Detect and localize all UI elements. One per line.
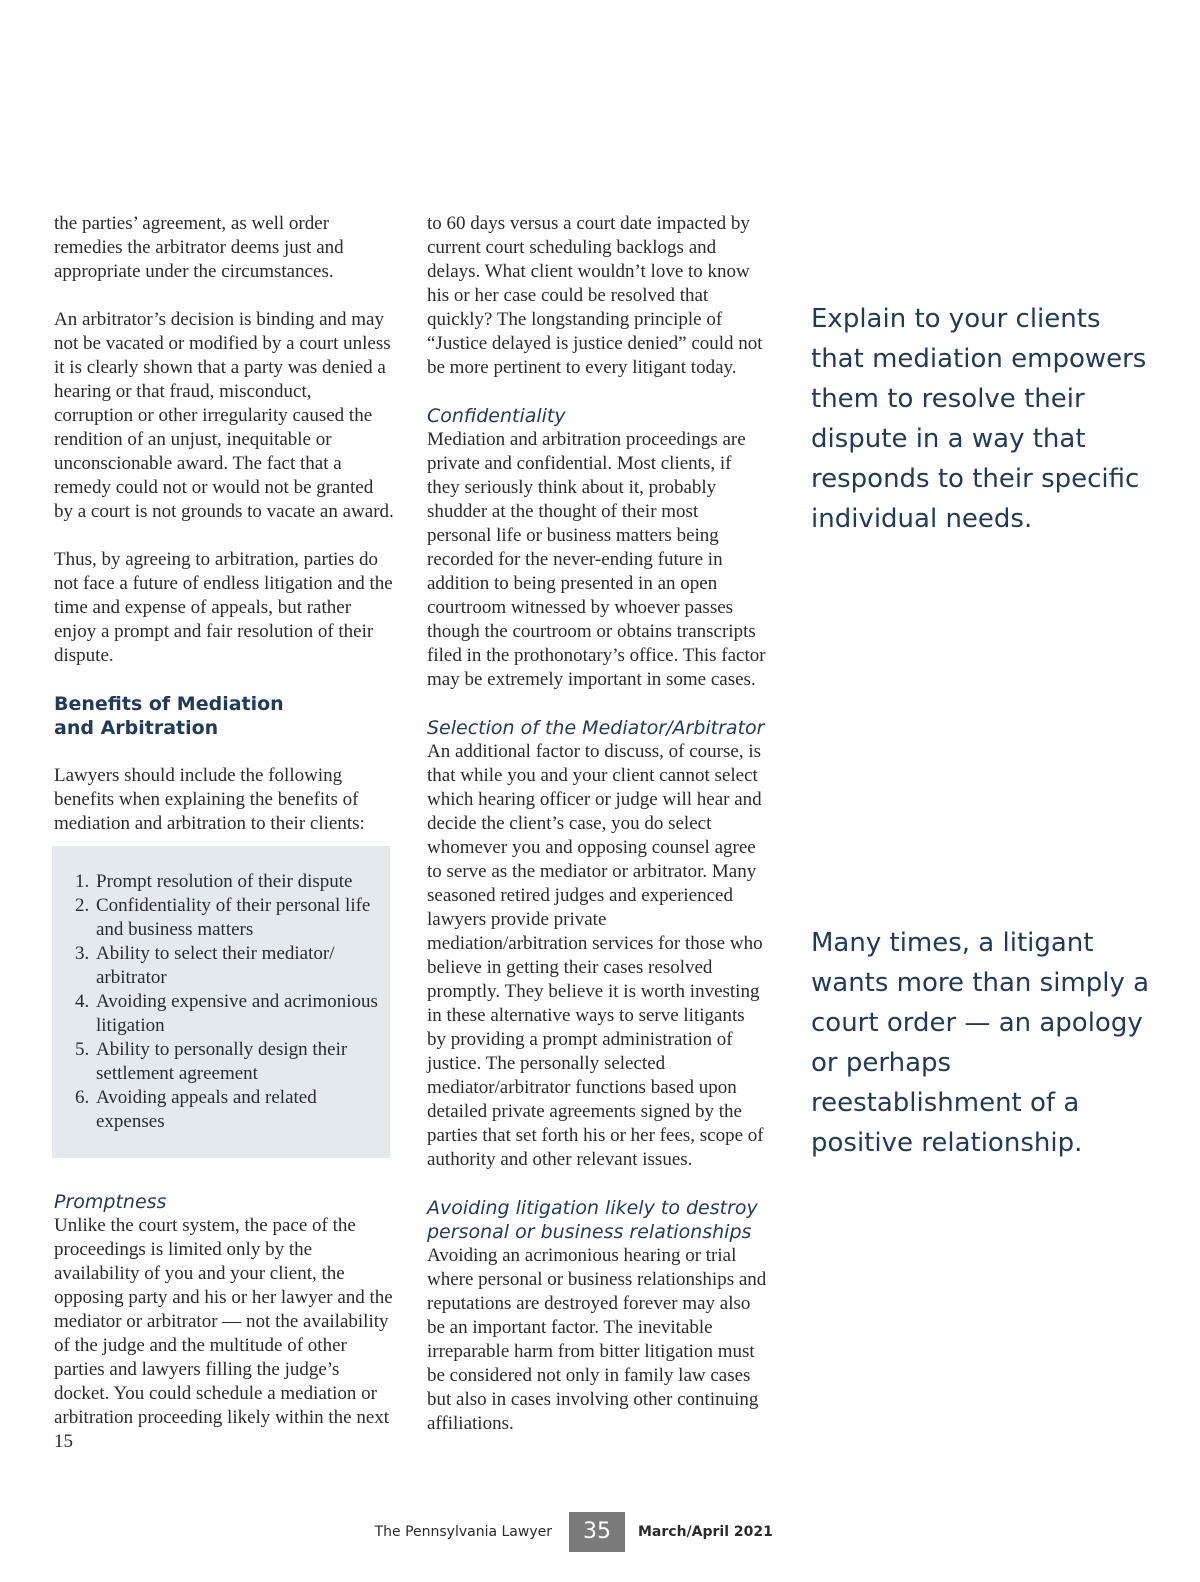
benefits-list bbox=[72, 870, 380, 1134]
subheading-avoiding-litigation bbox=[427, 1196, 767, 1244]
middle-column bbox=[427, 212, 767, 1436]
paragraph: An arbitrator’s decision is binding and may not be vacated or modified by a court unless it is clearly shown that a party was denied a hearing or that fraud, misconduct, corruption or other irregularity caused the rendition of an unjust, inequitable or unconscionable award. The fact that a remedy could not or would not be granted by a court is not grounds to vacate an award. bbox=[54, 309, 394, 522]
paragraph: Avoiding an acrimonious hearing or trial where personal or business relationships and reputations are destroyed forever may also be an important factor. The inevitable irreparable harm from bitter litigation must be considered not only in family law cases but also in cases involving other continuing affiliations. bbox=[427, 1245, 767, 1434]
subheading-confidentiality: Confidentiality bbox=[427, 405, 566, 427]
subheading-promptness: Promptness bbox=[54, 1191, 167, 1213]
subheading-line: personal or business relationships bbox=[427, 1221, 752, 1243]
list-item: 5. Ability to personally design their settlement agreement bbox=[94, 1038, 380, 1086]
paragraph: Lawyers should include the following benefits when explaining the benefits of mediation and arbitration to their clients: bbox=[54, 765, 365, 834]
subheading-line: Avoiding litigation likely to destroy bbox=[427, 1197, 758, 1219]
list-item: 2. Confidentiality of their personal life and business matters bbox=[94, 894, 380, 942]
publication-name: The Pennsylvania Lawyer bbox=[374, 1524, 552, 1540]
paragraph: Mediation and arbitration proceedings are private and confidential. Most clients, if they seriously think about it, probably shudder at the thought of their most personal life or business matters being recorded for the never-ending future in addition to being presented in an open courtroom witnessed by whoever passes though the courtroom or obtains transcripts filed in the prothonotary’s office. This factor may be extremely important in some cases. bbox=[427, 429, 766, 690]
paragraph: the parties’ agreement, as well order remedies the arbitrator deems just and appropriate under the circumstances. bbox=[54, 213, 344, 282]
pull-quote-1: Explain to your clients that mediation empowers them to resolve their dispute in a way that responds to their specific individual needs. bbox=[811, 304, 1147, 534]
heading-line: and Arbitration bbox=[54, 717, 219, 739]
heading-line: Benefits of Mediation bbox=[54, 693, 284, 715]
paragraph: An additional factor to discuss, of course, is that while you and your client cannot select which hearing officer or judge will hear and decide the client’s case, you do select whomever you and opposing counsel agree to serve as the mediator or arbitrator. Many seasoned retired judges and experienced lawyers provide private mediation/arbitration services for those who believe in getting their cases resolved promptly. They believe it is worth investing in these alternative ways to serve litigants by providing a prompt administration of justice. The personally selected mediator/arbitrator functions based upon detailed private agreements signed by the parties that set forth his or her fees, scope of authority and other relevant issues. bbox=[427, 741, 764, 1170]
list-item: 6. Avoiding appeals and related expenses bbox=[94, 1086, 380, 1134]
issue-date: March/April 2021 bbox=[638, 1524, 773, 1540]
paragraph: Unlike the court system, the pace of the proceedings is limited only by the availability of you and your client, the opposing party and his or her lawyer and the mediator or arbitrator — not the availability of the judge and the multitude of other parties and lawyers filling the judge’s docket. You could schedule a mediation or arbitration proceeding likely within the next 15 bbox=[54, 1215, 393, 1452]
pull-quote-2: Many times, a litigant wants more than simply a court order — an apology or perhaps reestablishment of a positive relationship. bbox=[811, 928, 1150, 1158]
benefits-list-box bbox=[52, 846, 390, 1158]
page-number: 35 bbox=[569, 1512, 625, 1552]
paragraph: to 60 days versus a court date impacted by current court scheduling backlogs and delays. What client wouldn’t love to know his or her case could be resolved that quickly? The longstanding principle of “Justice delayed is justice denied” could not be more pertinent to every litigant today. bbox=[427, 213, 763, 378]
section-heading-benefits bbox=[54, 692, 394, 740]
list-item: 3. Ability to select their mediator/ arbitrator bbox=[94, 942, 380, 990]
paragraph: Thus, by agreeing to arbitration, parties do not face a future of endless litigation and the time and expense of appeals, but rather enjoy a prompt and fair resolution of their dispute. bbox=[54, 549, 393, 666]
list-item: 1. Prompt resolution of their dispute bbox=[94, 870, 380, 894]
subheading-selection: Selection of the Mediator/Arbitrator bbox=[427, 717, 765, 739]
page-footer bbox=[0, 1512, 1200, 1552]
list-item: 4. Avoiding expensive and acrimonious litigation bbox=[94, 990, 380, 1038]
left-column bbox=[54, 212, 394, 1454]
